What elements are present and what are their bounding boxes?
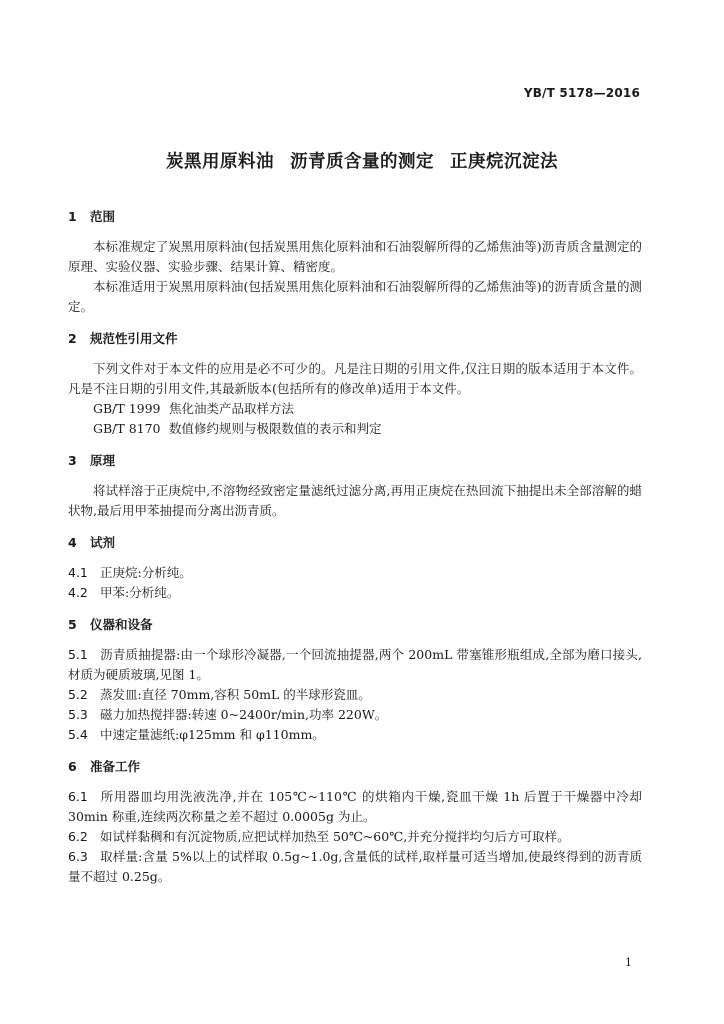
clause-item (68, 685, 642, 705)
section-1-paragraph-1: 本标准规定了炭黑用原料油(包括炭黑用焦化原料油和石油裂解所得的乙烯焦油等)沥青质含量测定的原理、实验仪器、实验步骤、结果计算、精密度。 (68, 239, 642, 274)
section-2-paragraph-1: 下列文件对于本文件的应用是必不可少的。凡是注日期的引用文件,仅注日期的版本适用于本文件。凡是不注日期的引用文件,其最新版本(包括所有的修改单)适用于本文件。 (68, 361, 642, 396)
section-number: 3 (68, 453, 77, 468)
clause-text: 如试样黏稠和有沉淀物质,应把试样加热至 50℃~60℃,并充分搅拌均匀后方可取样。 (100, 829, 570, 844)
clause-text: 所用器皿均用洗液洗净,并在 105℃~110℃ 的烘箱内干燥,瓷皿干燥 1h 后置于干燥器中冷却 30min 称重,连续两次称量之差不超过 0.0005g 为止。 (68, 789, 642, 824)
reference-code: GB/T 1999 (93, 401, 161, 416)
clause-text: 沥青质抽提器:由一个球形冷凝器,一个回流抽提器,两个 200mL 带塞锥形瓶组成,全部为磨口接头,材质为硬质玻璃,见图 1。 (68, 647, 642, 682)
title-part-2: 沥青质含量的测定 (290, 152, 434, 172)
clause-item (68, 583, 642, 603)
clause-text: 正庚烷:分析纯。 (100, 565, 192, 580)
section-5-heading (68, 615, 642, 635)
clause-item (68, 827, 642, 847)
section-number: 5 (68, 617, 77, 632)
clause-item (68, 563, 642, 583)
clause-item (68, 787, 642, 827)
clause-number: 6.3 (68, 849, 88, 864)
section-title: 准备工作 (90, 759, 141, 774)
clause-number: 5.3 (68, 707, 88, 722)
standard-code: YB/T 5178—2016 (523, 86, 640, 100)
section-number: 6 (68, 759, 77, 774)
section-4-heading (68, 533, 642, 553)
section-3-heading (68, 451, 642, 471)
section-2-heading (68, 329, 642, 349)
document-body (68, 207, 642, 887)
section-1-paragraph-2: 本标准适用于炭黑用原料油(包括炭黑用焦化原料油和石油裂解所得的乙烯焦油等)的沥青质含量的测定。 (68, 279, 642, 314)
clause-number: 6.2 (68, 829, 88, 844)
clause-item (68, 847, 642, 887)
section-number: 2 (68, 331, 77, 346)
section-title: 规范性引用文件 (90, 331, 178, 346)
section-title: 试剂 (90, 535, 116, 550)
section-title: 原理 (90, 453, 116, 468)
reference-title: 数值修约规则与极限数值的表示和判定 (169, 421, 382, 436)
reference-item (68, 419, 642, 439)
section-title: 范围 (90, 209, 116, 224)
clause-text: 中速定量滤纸:φ125mm 和 φ110mm。 (100, 727, 325, 742)
clause-number: 5.4 (68, 727, 88, 742)
reference-item (68, 399, 642, 419)
clause-item (68, 705, 642, 725)
clause-number: 6.1 (68, 789, 88, 804)
section-number: 1 (68, 209, 77, 224)
clause-number: 5.1 (68, 647, 88, 662)
section-1-heading (68, 207, 642, 227)
clause-text: 取样量:含量 5%以上的试样取 0.5g~1.0g,含量低的试样,取样量可适当增加,使最终得到的沥青质量不超过 0.25g。 (68, 849, 642, 884)
reference-code: GB/T 8170 (93, 421, 161, 436)
section-3-paragraph-1: 将试样溶于正庚烷中,不溶物经致密定量滤纸过滤分离,再用正庚烷在热回流下抽提出未全部溶解的蜡状物,最后用甲苯抽提而分离出沥青质。 (68, 483, 642, 518)
document-title (0, 148, 724, 173)
clause-text: 甲苯:分析纯。 (100, 585, 180, 600)
clause-item (68, 725, 642, 745)
clause-number: 4.1 (68, 565, 88, 580)
title-part-3: 正庚烷沉淀法 (450, 152, 558, 172)
clause-item (68, 645, 642, 685)
clause-number: 5.2 (68, 687, 88, 702)
clause-text: 蒸发皿:直径 70mm,容积 50mL 的半球形瓷皿。 (100, 687, 371, 702)
clause-text: 磁力加热搅拌器:转速 0~2400r/min,功率 220W。 (100, 707, 388, 722)
title-part-1: 炭黑用原料油 (166, 152, 274, 172)
page-number: 1 (625, 956, 632, 969)
reference-title: 焦化油类产品取样方法 (169, 401, 295, 416)
section-title: 仪器和设备 (90, 617, 153, 632)
clause-number: 4.2 (68, 585, 88, 600)
section-6-heading (68, 757, 642, 777)
section-number: 4 (68, 535, 77, 550)
